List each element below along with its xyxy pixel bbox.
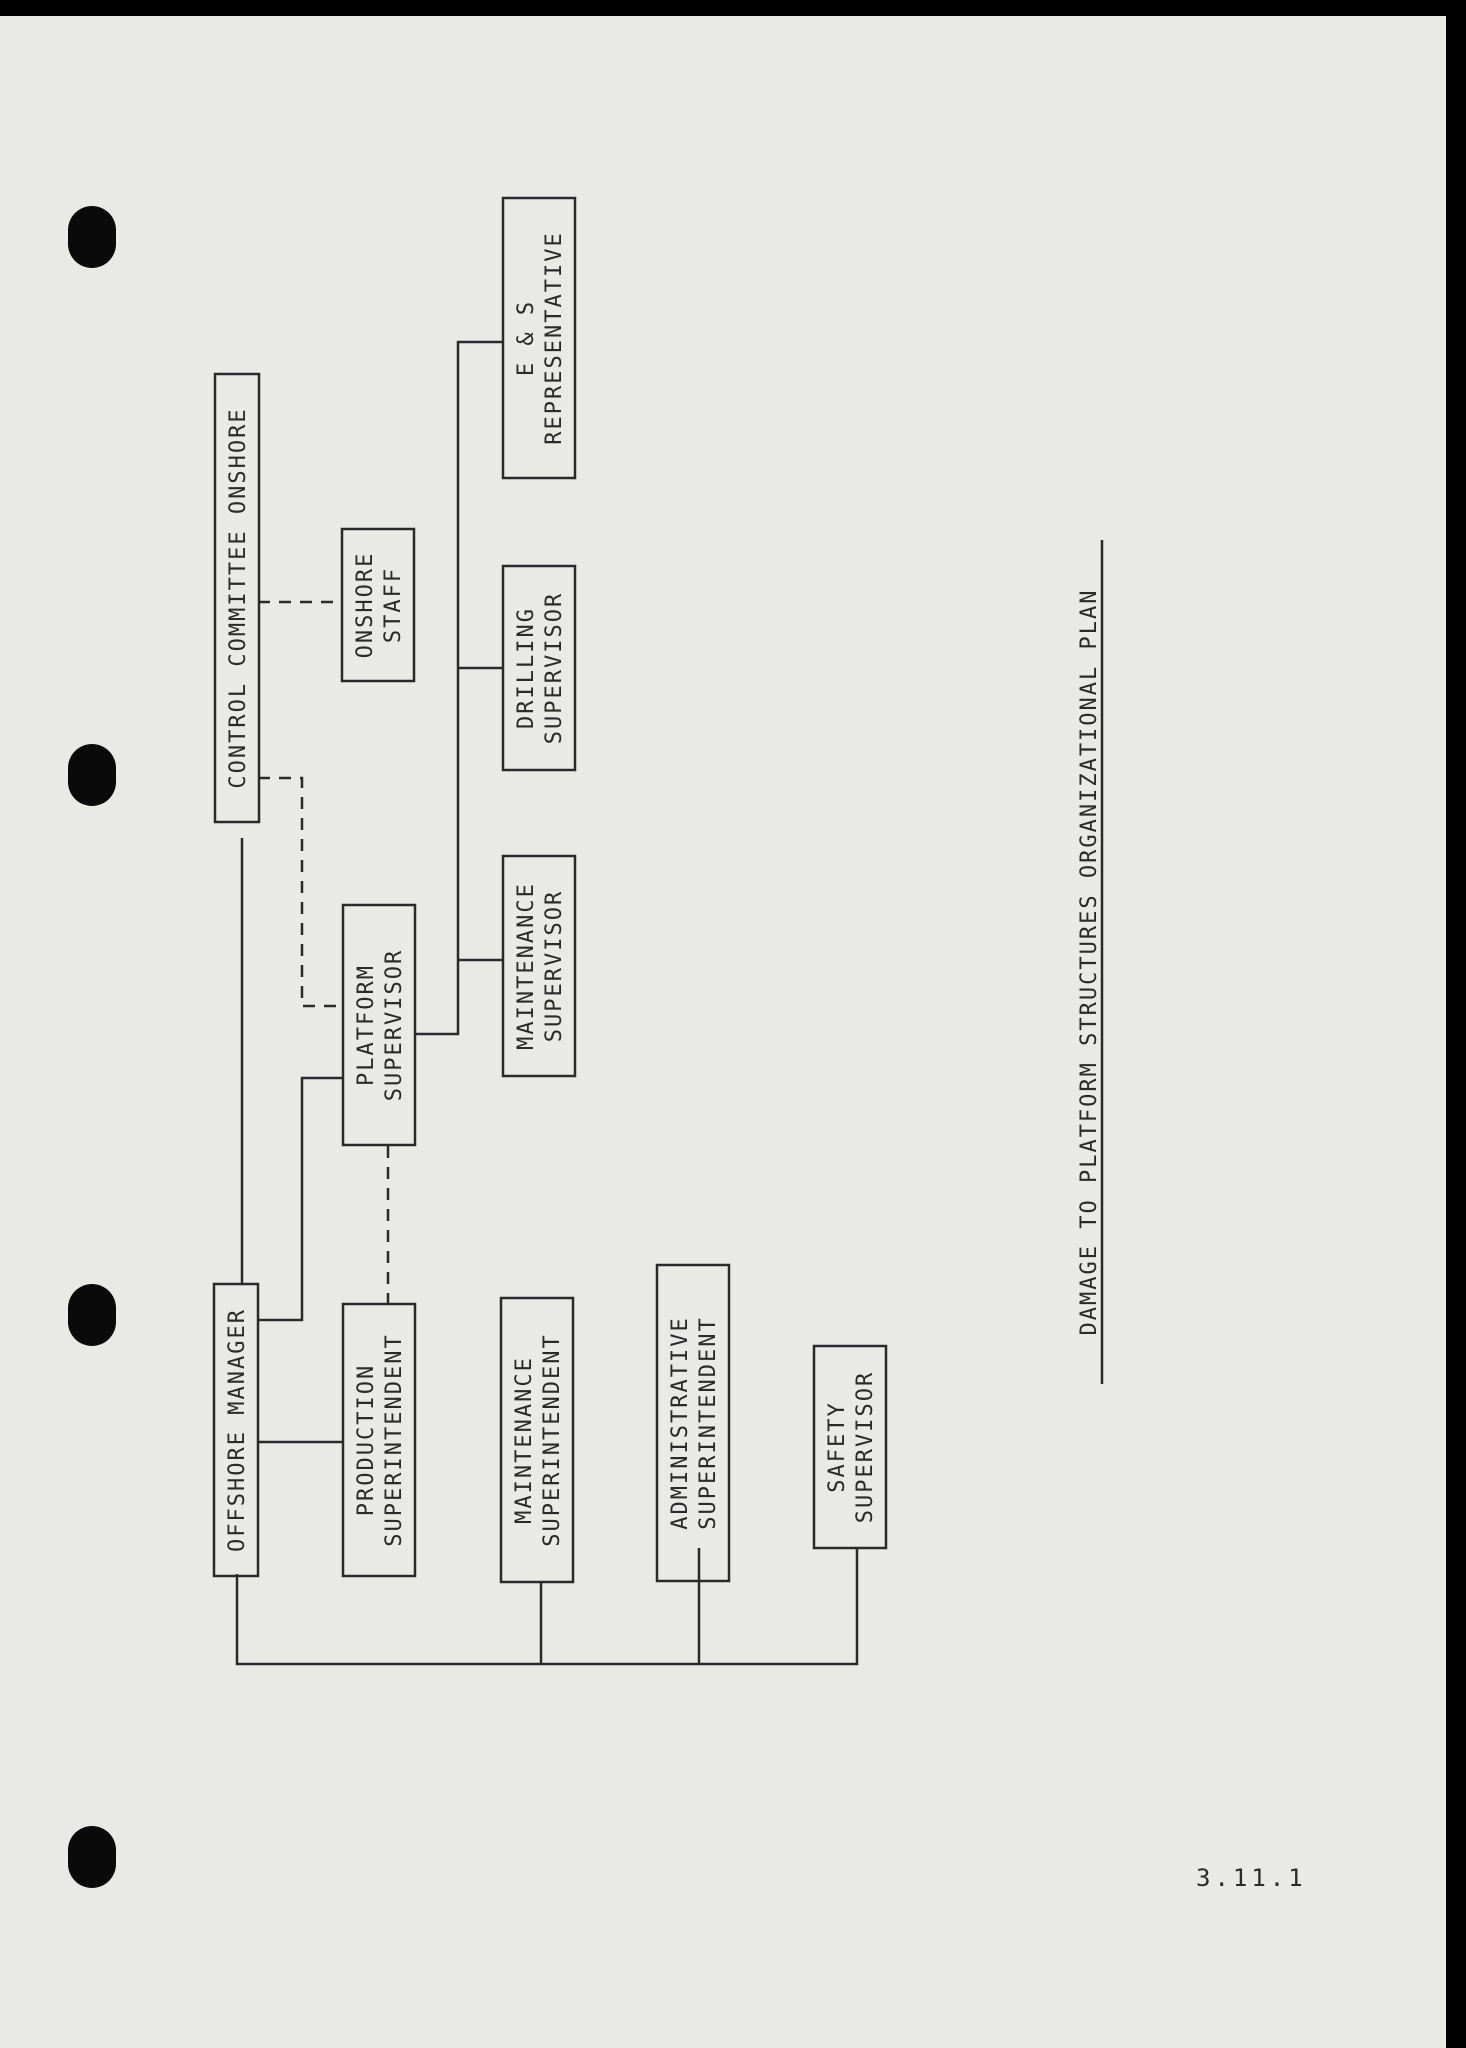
box-label: MAINTENANCE — [512, 1356, 537, 1524]
box-label: E & S — [514, 299, 539, 377]
safety-supervisor-box — [814, 1346, 886, 1548]
dashed-connector-lines — [258, 602, 388, 1304]
administrative-superintendent-box — [657, 1265, 729, 1581]
platform-supervisor-box — [343, 905, 415, 1145]
control-committee-box — [215, 374, 259, 822]
box-label: SUPERVISOR — [542, 591, 567, 745]
chart-title — [1077, 540, 1102, 1384]
onshore-staff-box — [342, 529, 414, 681]
box-label: REPRESENTATIVE — [542, 231, 567, 445]
maintenance-superintendent-box — [501, 1298, 573, 1582]
box-label: DRILLING — [514, 607, 539, 729]
box-label: CONTROL COMMITTEE ONSHORE — [226, 407, 251, 789]
box-label: PLATFORM — [354, 964, 379, 1086]
box-label: SUPERINTENDENT — [540, 1333, 565, 1547]
box-label: SUPERVISOR — [542, 889, 567, 1043]
box-label: SUPERVISOR — [853, 1370, 878, 1524]
connector-line — [237, 1548, 857, 1664]
title-text: DAMAGE TO PLATFORM STRUCTURES ORGANIZATIONAL PLAN — [1077, 588, 1102, 1336]
es-representative-box — [503, 198, 575, 478]
box-label: SUPERINTENDENT — [382, 1333, 407, 1547]
offshore-manager-box — [214, 1284, 258, 1576]
box-label: OFFSHORE MANAGER — [225, 1308, 250, 1552]
production-superintendent-box — [343, 1304, 415, 1576]
page-number: 3.11.1 — [1196, 1864, 1307, 1892]
box-label: SUPERINTENDENT — [696, 1316, 721, 1530]
box-label: STAFF — [381, 566, 406, 644]
box-label: MAINTENANCE — [514, 882, 539, 1050]
maintenance-supervisor-box — [503, 856, 575, 1076]
box-label: SUPERVISOR — [382, 948, 407, 1102]
box-label: ADMINISTRATIVE — [668, 1316, 693, 1530]
box-label: ONSHORE — [353, 551, 378, 659]
box-label: PRODUCTION — [354, 1363, 379, 1517]
box-label: SAFETY — [825, 1401, 850, 1493]
connector-line — [258, 1078, 344, 1320]
dashed-connector-line — [258, 778, 344, 1006]
connector-line — [414, 342, 502, 1034]
drilling-supervisor-box — [503, 566, 575, 770]
